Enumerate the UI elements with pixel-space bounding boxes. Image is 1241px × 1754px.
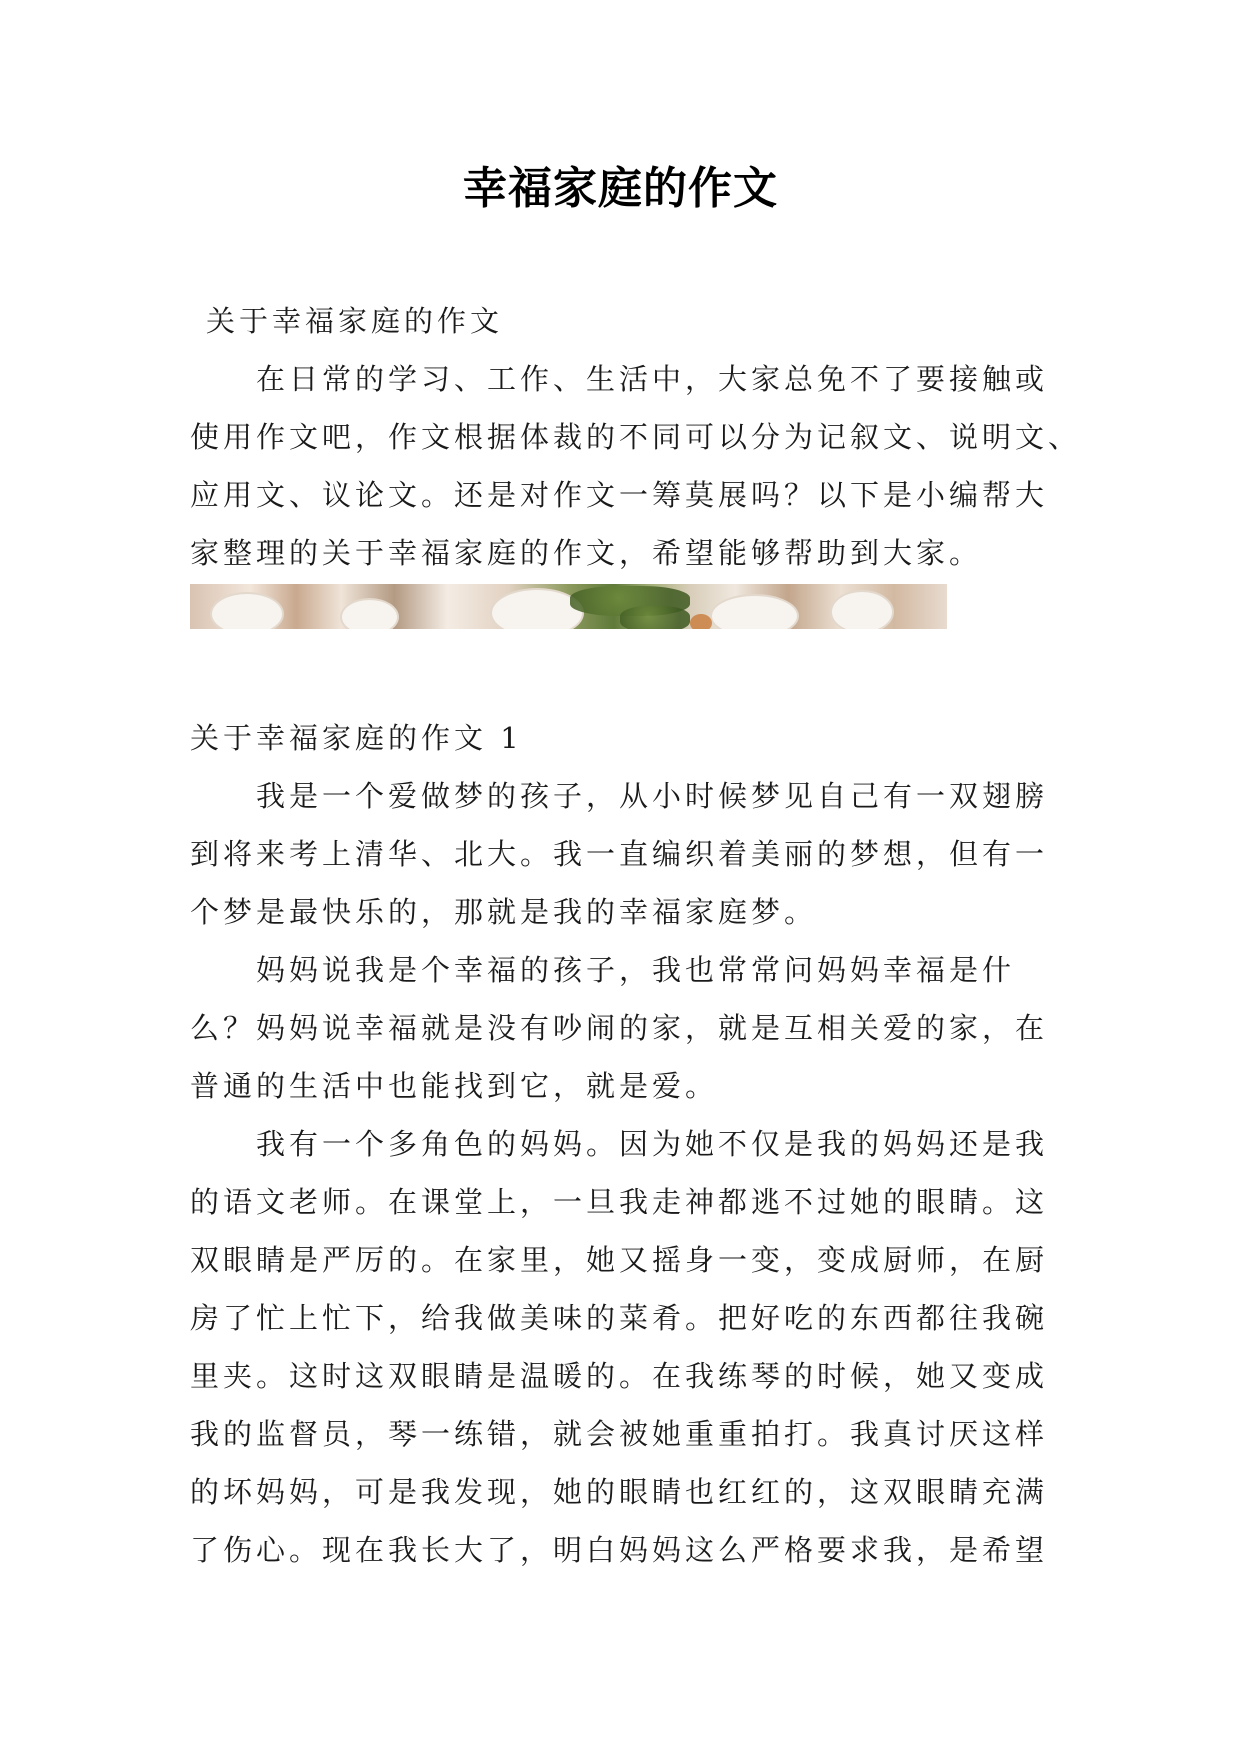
text-line: 使用作文吧，作文根据体裁的不同可以分为记叙文、说明文、 [190,420,1082,454]
text-line: 我的监督员，琴一练错，就会被她重重拍打。我真讨厌这样 [190,1417,1049,1451]
text-line: 普通的生活中也能找到它，就是爱。 [190,1069,719,1103]
section-gap [190,629,1056,709]
intro-paragraph [190,350,1082,582]
intro-subtitle: 关于幸福家庭的作文 [206,304,504,338]
text-line: 房了忙上忙下，给我做美味的菜肴。把好吃的东西都往我碗 [190,1301,1049,1335]
text-line: 我是一个爱做梦的孩子，从小时候梦见自己有一双翅膀 [256,779,1049,813]
text-line: 里夹。这时这双眼睛是温暖的。在我练琴的时候，她又变成 [190,1359,1049,1393]
text-line: 妈妈说我是个幸福的孩子，我也常常问妈妈幸福是什 [256,953,1016,987]
text-line: 个梦是最快乐的，那就是我的幸福家庭梦。 [190,895,818,929]
text-line: 的语文老师。在课堂上，一旦我走神都逃不过她的眼睛。这 [190,1185,1049,1219]
text-line: 双眼睛是严厉的。在家里，她又摇身一变，变成厨师，在厨 [190,1243,1049,1277]
document-body [190,292,1082,1579]
paragraph [190,941,1056,1115]
document-title: 幸福家庭的作文 [463,163,778,214]
text-line: 么？妈妈说幸福就是没有吵闹的家，就是互相关爱的家，在 [190,1011,1049,1045]
text-line: 的坏妈妈，可是我发现，她的眼睛也红红的，这双眼睛充满 [190,1475,1049,1509]
text-line: 到将来考上清华、北大。我一直编织着美丽的梦想，但有一 [190,837,1049,871]
text-line: 家整理的关于幸福家庭的作文，希望能够帮助到大家。 [190,536,983,570]
section-heading: 关于幸福家庭的作文 1 [190,721,523,755]
paragraph [190,767,1056,941]
text-line: 了伤心。现在我长大了，明白妈妈这么严格要求我，是希望 [190,1533,1049,1567]
dining-table-photo [190,584,947,629]
paragraph [190,1115,1056,1579]
text-line: 在日常的学习、工作、生活中，大家总免不了要接触或 [256,362,1049,396]
text-line: 应用文、议论文。还是对作文一筹莫展吗？以下是小编帮大 [190,478,1049,512]
text-line: 我有一个多角色的妈妈。因为她不仅是我的妈妈还是我 [256,1127,1049,1161]
